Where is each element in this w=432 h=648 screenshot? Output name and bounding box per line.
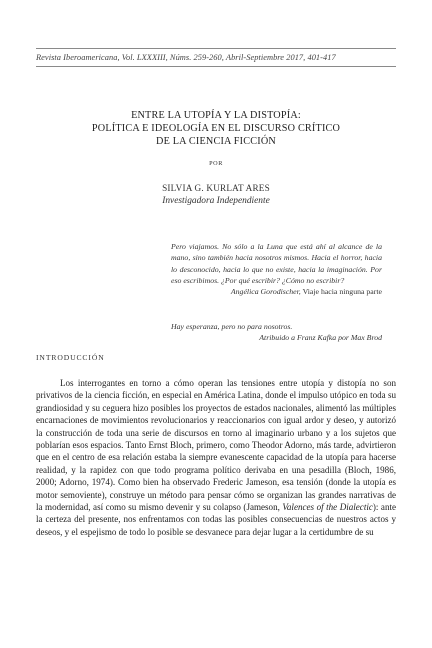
header-rule-bottom [36, 66, 396, 67]
author-name: SILVIA G. KURLAT ARES [162, 183, 270, 193]
epigraph-text: Hay esperanza, pero no para nosotros. [171, 322, 293, 331]
article-title [36, 109, 396, 148]
epigraph-attribution [171, 286, 382, 297]
epigraph-attribution: Atribuido a Franz Kafka por Max Brod [259, 333, 382, 343]
epigraph-1 [171, 241, 382, 297]
attribution-work: Viaje hacia ninguna parte [300, 287, 382, 297]
section-heading: INTRODUCCIÓN [36, 353, 105, 362]
title-line: DE LA CIENCIA FICCIÓN [156, 136, 276, 147]
title-line: ENTRE LA UTOPÍA Y LA DISTOPÍA: [131, 110, 301, 121]
author-affiliation: Investigadora Independiente [162, 196, 270, 206]
byline-por: POR [209, 160, 223, 167]
running-header [36, 53, 396, 62]
attribution-author: Angélica Gorodischer, [230, 287, 301, 297]
title-line: POLÍTICA E IDEOLOGÍA EN EL DISCURSO CRÍTICO [91, 123, 341, 134]
body-italic-title: Valences of the Dialectic [282, 502, 373, 513]
header-rule-top [36, 48, 396, 49]
epigraph-2 [171, 321, 382, 344]
body-text-part2: ): ante la certeza del presente, nos enfrentamos con todas las posibles consecuencias de nuestros actos y deseos, y el espejismo de todo lo posible se desvanece para dejar lugar a la certidumbre de su [36, 502, 396, 537]
journal-name: Revista Iberoamericana [36, 53, 118, 62]
epigraph-text: Pero viajamos. No sólo a la Luna que está ahí al alcance de la mano, sino también hacia nosotros mismos. Hacia el horror, hacia lo desconocido, hacia lo que no existe, hacia la imaginación. Por eso escribimos. ¿Por qué escribir? ¿Cómo no escribir? [171, 242, 382, 285]
body-paragraph [36, 377, 396, 538]
body-text-part1: Los interrogantes en torno a cómo operan las tensiones entre utopía y distopía no son privativos de la ciencia ficción, en especial en América Latina, donde el impulso utópico en toda su grandiosidad y su ceguera hizo posibles los proyectos de estados nacionales, alimentó las múltiples encarnaciones de movimientos revolucionarios y reaccionarios con igual ardor y deseo, y autorizó la construcción de toda una serie de discursos en torno al imaginario urbano y a los sujetos que poblarían esos espacios. Tanto Ernst Bloch, primero, como Theodor Adorno, más tarde, advirtieron que en el centro de esa relación estaba la siempre evanescente capacidad de la utopía para hacerse realidad, y la rapidez con que todo programa político derivaba en una pesadilla (Bloch, 1986, 2000; Adorno, 1974). Como bien ha observado Frederic Jameson, esa tensión (donde la utopía es motor semoviente), construye un método para pensar cómo se organizan las grandes narrativas de la modernidad, así como su mismo devenir y su colapso (Jameson, [36, 378, 396, 513]
journal-details: , Vol. LXXXIII, Núms. 259-260, Abril-Septiembre 2017, 401-417 [117, 53, 336, 62]
